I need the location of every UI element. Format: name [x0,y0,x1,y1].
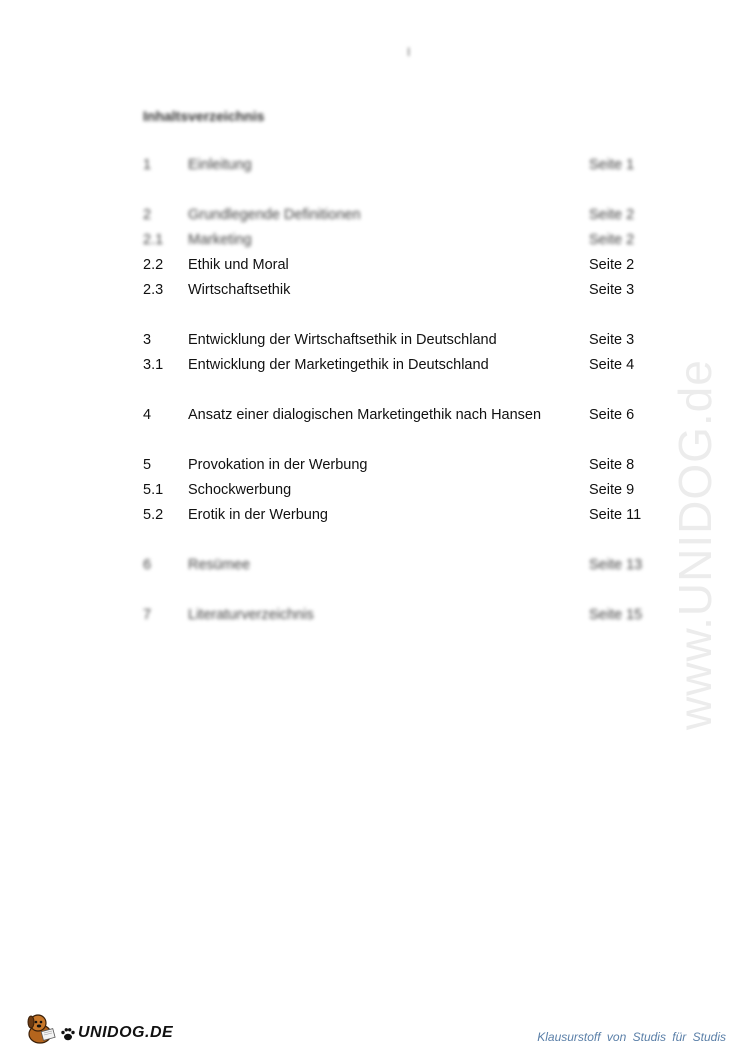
toc-entry-number: 1 [143,157,152,173]
page-number: I [407,45,411,59]
toc-entry-title: Erotik in der Werbung [188,507,328,523]
toc-entry-title: Schockwerbung [188,482,292,498]
toc-entry-page: Seite 9 [589,482,635,498]
toc-entry-page: Seite 4 [589,357,635,373]
toc-entry-page: Seite 15 [589,607,643,623]
logo-text: UNIDOG.DE [78,1024,174,1041]
dog-mascot-icon [22,1010,58,1046]
unidog-logo[interactable] [22,1010,174,1046]
toc-entry [0,332,700,352]
footer-slogan: Klausurstoff von Studis für Studis [537,1030,726,1044]
toc-entry-number: 3.1 [143,357,164,373]
toc-entry-number: 2.1 [143,232,164,248]
toc-entry-number: 2 [143,207,152,223]
toc-entry-page: Seite 8 [589,457,635,473]
toc-entry-number: 4 [143,407,152,423]
toc-entry [0,607,700,627]
toc-entry [0,207,700,227]
toc-entry-number: 2.2 [143,257,164,273]
watermark: www.UNIDOG.de [669,359,721,730]
toc-entry [0,557,700,577]
toc-entry-title: Wirtschaftsethik [188,282,291,298]
toc-entry-page: Seite 6 [589,407,635,423]
toc-entry-title: Entwicklung der Marketingethik in Deutschland [188,357,489,373]
toc-entry-number: 7 [143,607,152,623]
toc-entry-number: 2.3 [143,282,164,298]
toc-entry-title: Entwicklung der Wirtschaftsethik in Deutschland [188,332,497,348]
toc-entry-title: Marketing [188,232,252,248]
toc-entry [0,257,700,277]
toc-entry [0,507,700,527]
toc-entry-page: Seite 3 [589,332,635,348]
toc-entry [0,157,700,177]
toc-entry-title: Ethik und Moral [188,257,289,273]
toc-entry-page: Seite 13 [589,557,643,573]
toc-entry-number: 5.1 [143,482,164,498]
toc-entry [0,457,700,477]
toc-entry-title: Resümee [188,557,251,573]
toc-entry-number: 5.2 [143,507,164,523]
paw-icon [60,1026,76,1042]
toc-entry-page: Seite 3 [589,282,635,298]
toc-entry-title: Ansatz einer dialogischen Marketingethik nach Hansen [188,407,542,423]
toc-entry-page: Seite 2 [589,207,635,223]
toc-entry-page: Seite 2 [589,257,635,273]
toc-entry-page: Seite 11 [589,507,642,523]
toc-entry [0,407,700,427]
toc-entry-page: Seite 2 [589,232,635,248]
toc-title: Inhaltsverzeichnis [143,108,265,124]
toc-entry-number: 5 [143,457,152,473]
toc-entry-number: 3 [143,332,152,348]
toc-entry-title: Literaturverzeichnis [188,607,314,623]
toc-entry-page: Seite 1 [589,157,635,173]
toc-entry-title: Einleitung [188,157,252,173]
toc-entry [0,482,700,502]
toc-entry [0,232,700,252]
toc-entry [0,282,700,302]
toc-entry-title: Grundlegende Definitionen [188,207,361,223]
toc-entry-title: Provokation in der Werbung [188,457,368,473]
toc-entry [0,357,700,377]
toc-entry-number: 6 [143,557,152,573]
